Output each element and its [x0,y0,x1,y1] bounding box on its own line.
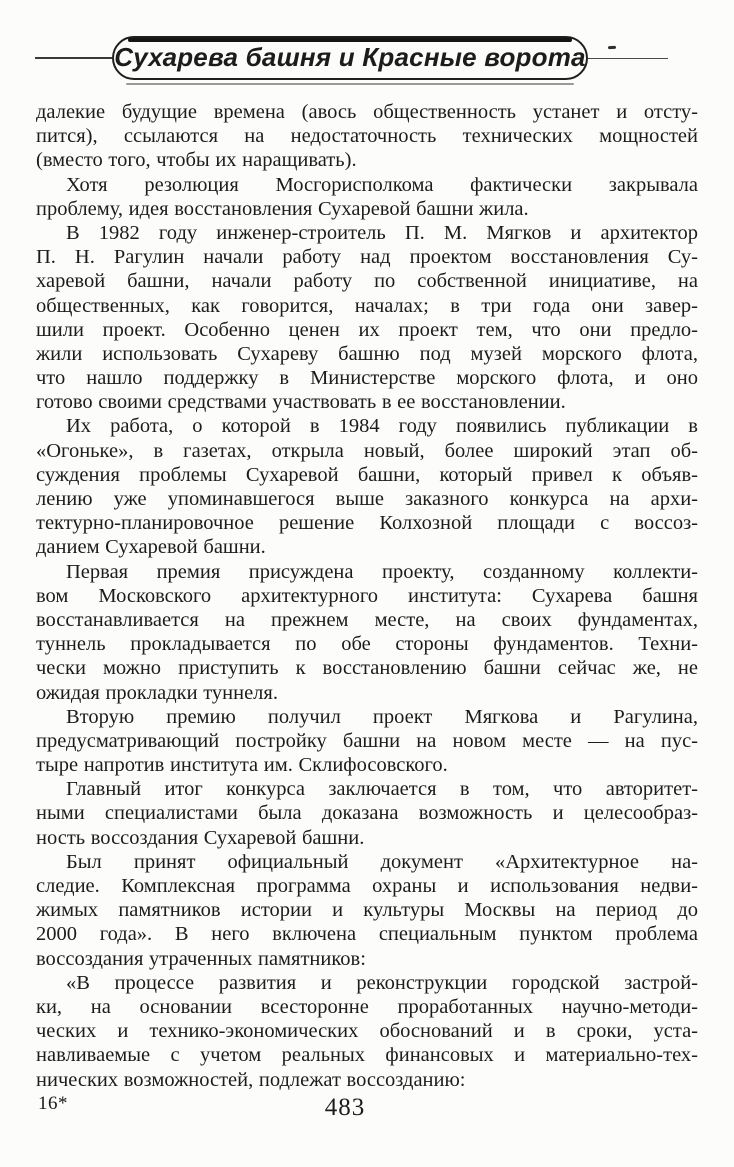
text-line: восстанавливается на прежнем месте, на своих фундаментах, [36,608,698,631]
title-cartouche [112,36,588,80]
text-line: готово своими средствами участвовать в ее восстановлении. [36,391,566,414]
text-line: жили использовать Сухареву башню под музей морского флота, [36,342,698,365]
text-line: вом Московского архитектурного института: Сухарева башня [36,584,698,607]
text-line: «Огоньке», в газетах, открыла новый, более широкий этап об- [36,439,698,462]
text-line: «В процессе развития и реконструкции городской застрой- [66,971,698,994]
text-line: тектурно-планировочное решение Колхозной площади с воссоз- [36,512,698,535]
text-block [36,100,698,1092]
text-line: ки, на основании всесторонне проработанных научно-методи- [36,995,698,1018]
text-line: далекие будущие времена (авось общественность устанет и отсту- [36,101,698,123]
text-line: нических возможностей, подлежат воссозданию: [36,1068,466,1091]
text-line: предусматривающий постройку башни на новом месте — на пус- [36,729,698,752]
text-line: лению уже упоминавшегося выше заказного конкурса на архи- [36,488,698,510]
text-line: Вторую премию получил проект Мягкова и Рагулина, [66,705,698,728]
text-line: Хотя резолюция Мосгорисполкома фактически закрывала [66,173,698,196]
text-line: навливаемые с учетом реальных финансовых и материально-тех- [36,1044,698,1067]
text-line: данием Сухаревой башни. [36,536,266,559]
text-line: ными специалистами была доказана возможность и целесообраз- [36,802,698,825]
header-rule-right [588,58,668,59]
text-line: (вместо того, чтобы их наращивать). [36,149,357,172]
text-line: Главный итог конкурса заключается в том, что авторитет- [66,778,698,801]
text-line: следие. Комплексная программа охраны и использования недви- [36,875,698,897]
text-line: суждения проблемы Сухаревой башни, который привел к объяв- [36,463,698,486]
text-line: Их работа, о которой в 1984 году появились публикации в [66,415,698,438]
header-rule-left [35,57,112,59]
text-line: жимых памятников истории и культуры Москвы на период до [36,899,698,922]
text-line: ожидая прокладки туннеля. [36,681,278,704]
text-line: Был принят официальный документ «Архитектурное на- [66,850,698,873]
text-line: воссоздания утраченных памятников: [36,947,366,970]
signature-mark: 16* [38,1093,68,1114]
text-line: туннель прокладывается по обе стороны фундаментов. Техни- [36,633,698,656]
text-line: тыре напротив института им. Склифосовского. [36,754,448,777]
text-line: харевой башни, начали работу по собственной инициативе, на [36,270,698,293]
text-line: что нашло поддержку в Министерстве морского флота, и оно [36,367,698,390]
text-line: чески можно приступить к восстановлению башни сейчас же, не [36,657,698,680]
text-line: Первая премия присуждена проекту, созданному коллекти- [66,560,698,583]
text-line: проблему, идея восстановления Сухаревой башни жила. [36,197,529,220]
text-line: пится), ссылаются на недостаточность технических мощностей [36,125,698,148]
ink-speck [608,46,616,50]
text-line: 2000 года». В него включена специальным пунктом проблема [36,923,698,946]
text-line: ческих и технико-экономических обоснований и в сроки, уста- [36,1020,698,1043]
page-title: Сухарева башня и Красные ворота [114,41,586,72]
page-number: 483 [324,1094,366,1121]
text-line: П. Н. Рагулин начали работу над проектом восстановления Су- [36,246,698,269]
text-line: В 1982 году инженер-строитель П. М. Мягков и архитектор [66,221,698,244]
text-line: ность воссоздания Сухаревой башни. [36,826,365,849]
text-line: общественных, как говорится, началах; в три года они завер- [36,294,698,317]
text-line: шили проект. Особенно ценен их проект тем, что они предло- [36,318,698,341]
header-ornament [35,36,668,80]
